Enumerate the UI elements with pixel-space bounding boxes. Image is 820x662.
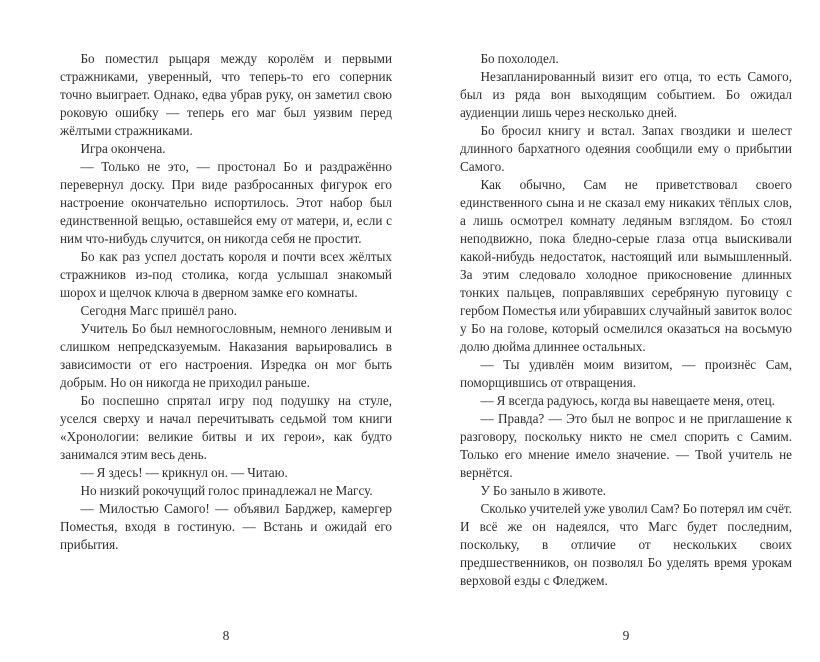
paragraph: Бо как раз успел достать короля и почти всех жёлтых стражников из-под столика, когда услышал знакомый шорох и щелчок ключа в дверном замке его комнаты.: [60, 249, 392, 300]
page-right: [460, 50, 792, 650]
paragraph: Сколько учителей уже уволил Сам? Бо потерял им счёт. И всё же он надеялся, что Магс будет последним, поскольку, в отличие от нескольких своих предшественников, он позволял Бо уделять время урокам верховой езды с Фледжем.: [460, 501, 792, 588]
paragraph: Но низкий рокочущий голос принадлежал не Магсу.: [80, 483, 373, 498]
paragraph: Бо поместил рыцаря между королём и первыми стражниками, уверенный, что теперь-то его соперник точно выиграет. Однако, едва убрав руку, он заметил свою роковую ошибку — теперь его маг был уязвим перед жёлтыми стражниками.: [60, 51, 392, 138]
paragraph: Бо поспешно спрятал игру под подушку на стуле, уселся сверху и начал перечитывать седьмой том книги «Хронологии: великие битвы и их герои», как будто занимался этим весь день.: [60, 393, 392, 462]
page-right-text: [460, 50, 792, 616]
page-number-left: 8: [222, 628, 230, 643]
paragraph: — Я всегда радуюсь, когда вы навещаете меня, отец.: [480, 393, 775, 408]
paragraph: — Правда? — Это был не вопрос и не приглашение к разговору, поскольку никто не смел спорить с Самим. Только его мнение имело значение. — Твой учитель не вернётся.: [460, 411, 792, 480]
page-number-right: 9: [622, 628, 630, 643]
paragraph: — Ты удивлён моим визитом, — произнёс Сам, поморщившись от отвращения.: [460, 357, 792, 390]
paragraph: Бо похолодел.: [480, 51, 559, 66]
page-left: [60, 50, 392, 650]
paragraph: — Я здесь! — крикнул он. — Читаю.: [80, 465, 288, 480]
paragraph: — Только не это, — простонал Бо и раздражённо перевернул доску. При виде разбросанных фигурок его настроение окончательно испортилось. Этот набор был единственной вещью, оставшейся ему от матери, и, если с ним что-нибудь случится, он никогда себя не простит.: [60, 159, 392, 246]
paragraph: Незапланированный визит его отца, то есть Самого, был из ряда вон выходящим событием. Бо ожидал аудиенции лишь через несколько дней.: [460, 69, 792, 120]
paragraph: У Бо заныло в животе.: [480, 483, 607, 498]
paragraph: — Милостью Самого! — объявил Барджер, камергер Поместья, входя в гостиную. — Встань и ожидай его прибытия.: [60, 501, 392, 552]
paragraph: Учитель Бо был немногословным, немного ленивым и слишком непредсказуемым. Наказания варьировались в зависимости от его настроения. Изредка он мог быть добрым. Но он никогда не приходил раньше.: [60, 321, 392, 390]
paragraph: Сегодня Магс пришёл рано.: [80, 303, 238, 318]
paragraph: Бо бросил книгу и встал. Запах гвоздики и шелест длинного бархатного одеяния сообщили ему о прибытии Самого.: [460, 123, 792, 174]
paragraph: Как обычно, Сам не приветствовал своего единственного сына и не сказал ему никаких тёплых слов, а лишь осмотрел комнату ледяным взглядом. Бо стоял неподвижно, пока бледно-серые глаза отца выискивали какой-нибудь недостаток, настоящий или вымышленный. За этим следовало холодное прикосновение длинных тонких пальцев, поправлявших серебряную пуговицу с гербом Поместья или убиравших случайный завиток волос у Бо на голове, который осмелился оказаться на восьмую долю дюйма длиннее остальных.: [460, 177, 792, 354]
paragraph: Игра окончена.: [80, 141, 166, 156]
page-left-text: [60, 50, 392, 616]
